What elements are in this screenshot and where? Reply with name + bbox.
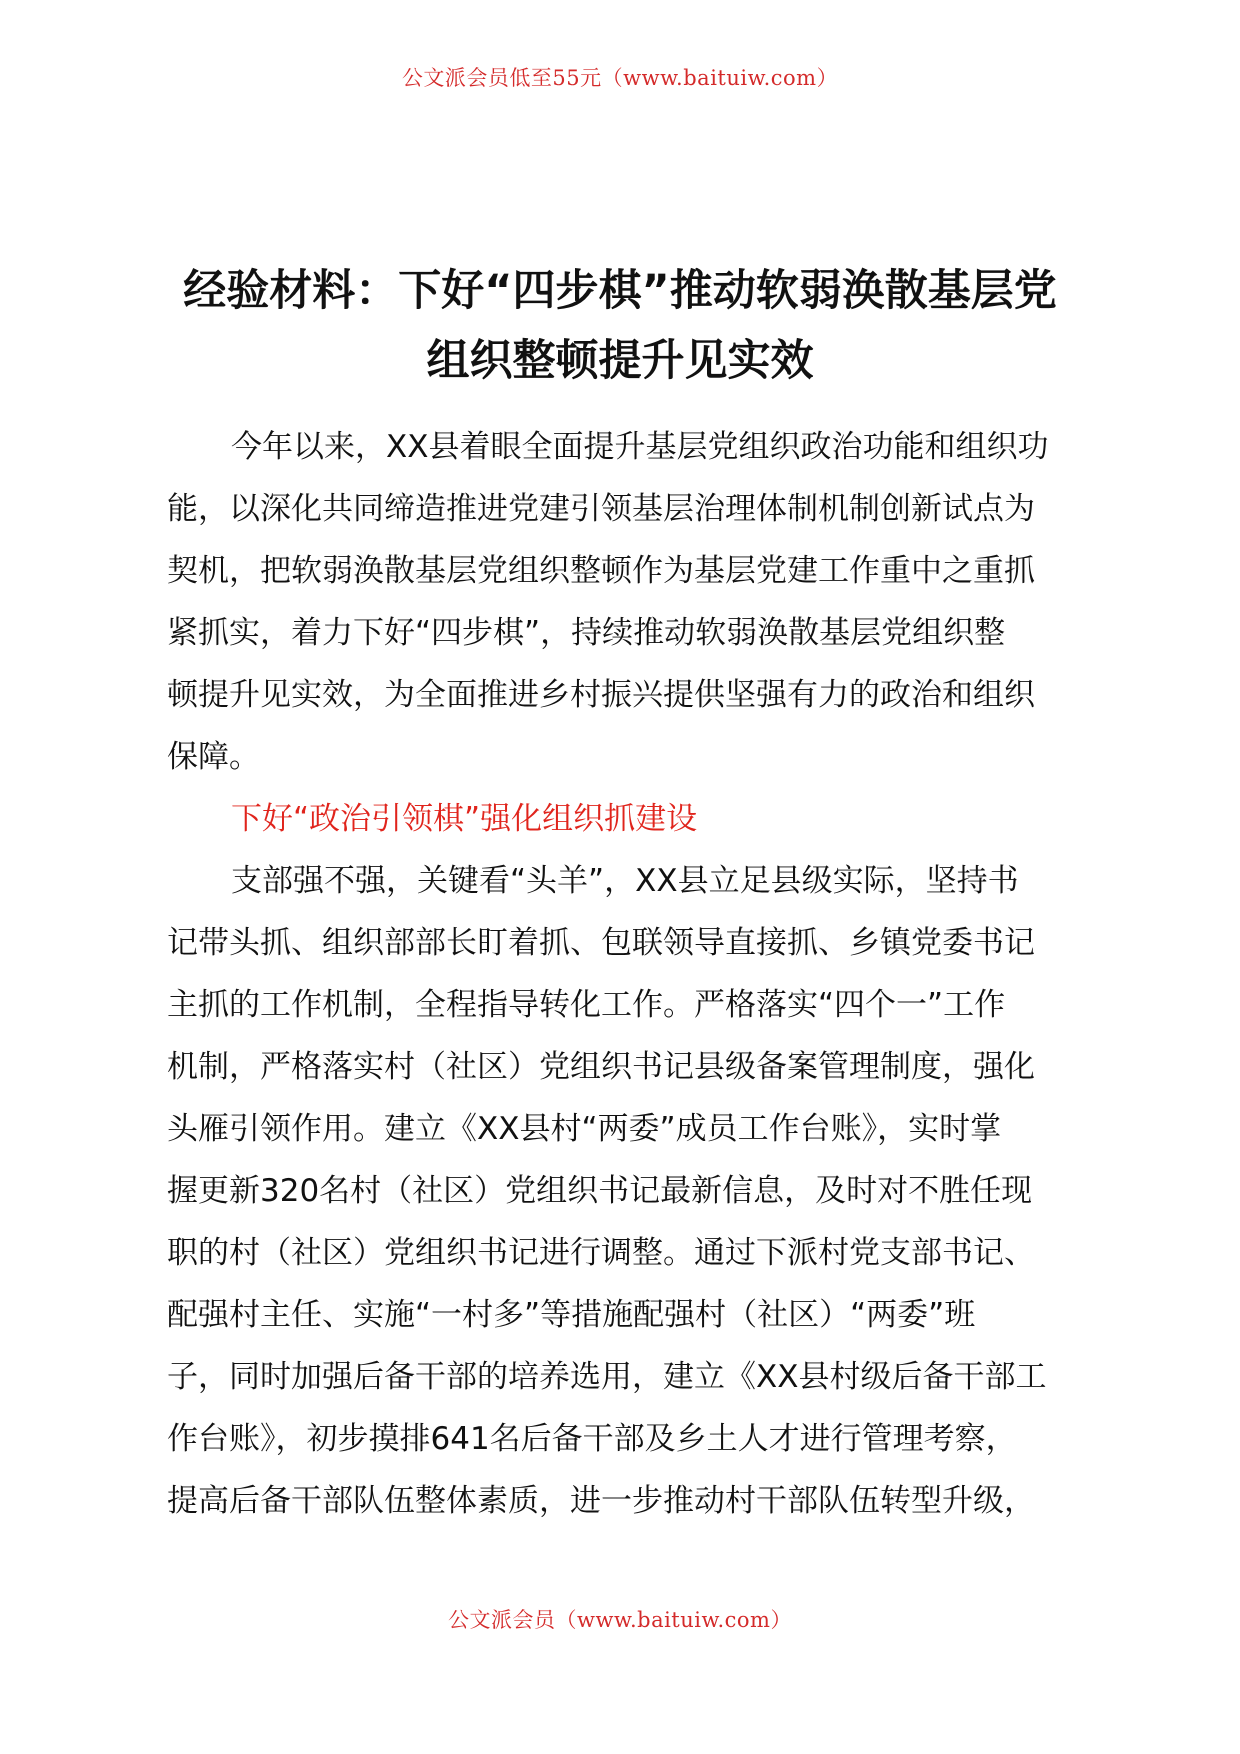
paragraph-line: 子，同时加强后备干部的培养选用，建立《XX县村级后备干部工 [167,1359,1047,1395]
paragraph-line: 握更新320名村（社区）党组织书记最新信息，及时对不胜任现 [167,1173,1033,1209]
paragraph-line: 今年以来，XX县着眼全面提升基层党组织政治功能和组织功 [231,429,1049,465]
section-heading: 下好“政治引领棋”强化组织抓建设 [231,801,698,837]
section-paragraph [167,850,1117,1532]
document-title [140,256,1100,396]
paragraph-line: 顿提升见实效，为全面推进乡村振兴提供坚强有力的政治和组织 [167,677,1035,713]
paragraph-line: 主抓的工作机制，全程指导转化工作。严格落实“四个一”工作 [167,987,1006,1023]
paragraph-line: 保障。 [167,739,260,775]
paragraph-line: 契机，把软弱涣散基层党组织整顿作为基层党建工作重中之重抓 [167,553,1035,589]
document-title-line-2: 组织整顿提升见实效 [426,336,814,386]
paragraph-line: 职的村（社区）党组织书记进行调整。通过下派村党支部书记、 [167,1235,1035,1271]
paragraph-line: 作台账》，初步摸排641名后备干部及乡土人才进行管理考察， [167,1421,1017,1457]
paragraph-line: 记带头抓、组织部部长盯着抓、包联领导直接抓、乡镇党委书记 [167,925,1035,961]
paragraph-line: 提高后备干部队伍整体素质，进一步推动村干部队伍转型升级， [167,1483,1035,1519]
paragraph-line: 能，以深化共同缔造推进党建引领基层治理体制机制创新试点为 [167,491,1035,527]
document-title-line-1: 经验材料：下好“四步棋”推动软弱涣散基层党 [183,266,1057,316]
paragraph-line: 紧抓实，着力下好“四步棋”，持续推动软弱涣散基层党组织整 [167,615,1006,651]
footer-watermark-banner: 公文派会员（www.baituiw.com） [448,1608,792,1632]
intro-paragraph [167,416,1117,788]
paragraph-line: 机制，严格落实村（社区）党组织书记县级备案管理制度，强化 [167,1049,1035,1085]
paragraph-line: 支部强不强，关键看“头羊”，XX县立足县级实际，坚持书 [231,863,1019,899]
document-body [167,416,1117,1532]
paragraph-line: 头雁引领作用。建立《XX县村“两委”成员工作台账》，实时掌 [167,1111,1002,1147]
header-watermark-banner: 公文派会员低至55元（www.baituiw.com） [401,66,839,90]
paragraph-line: 配强村主任、实施“一村多”等措施配强村（社区）“两委”班 [167,1297,976,1333]
